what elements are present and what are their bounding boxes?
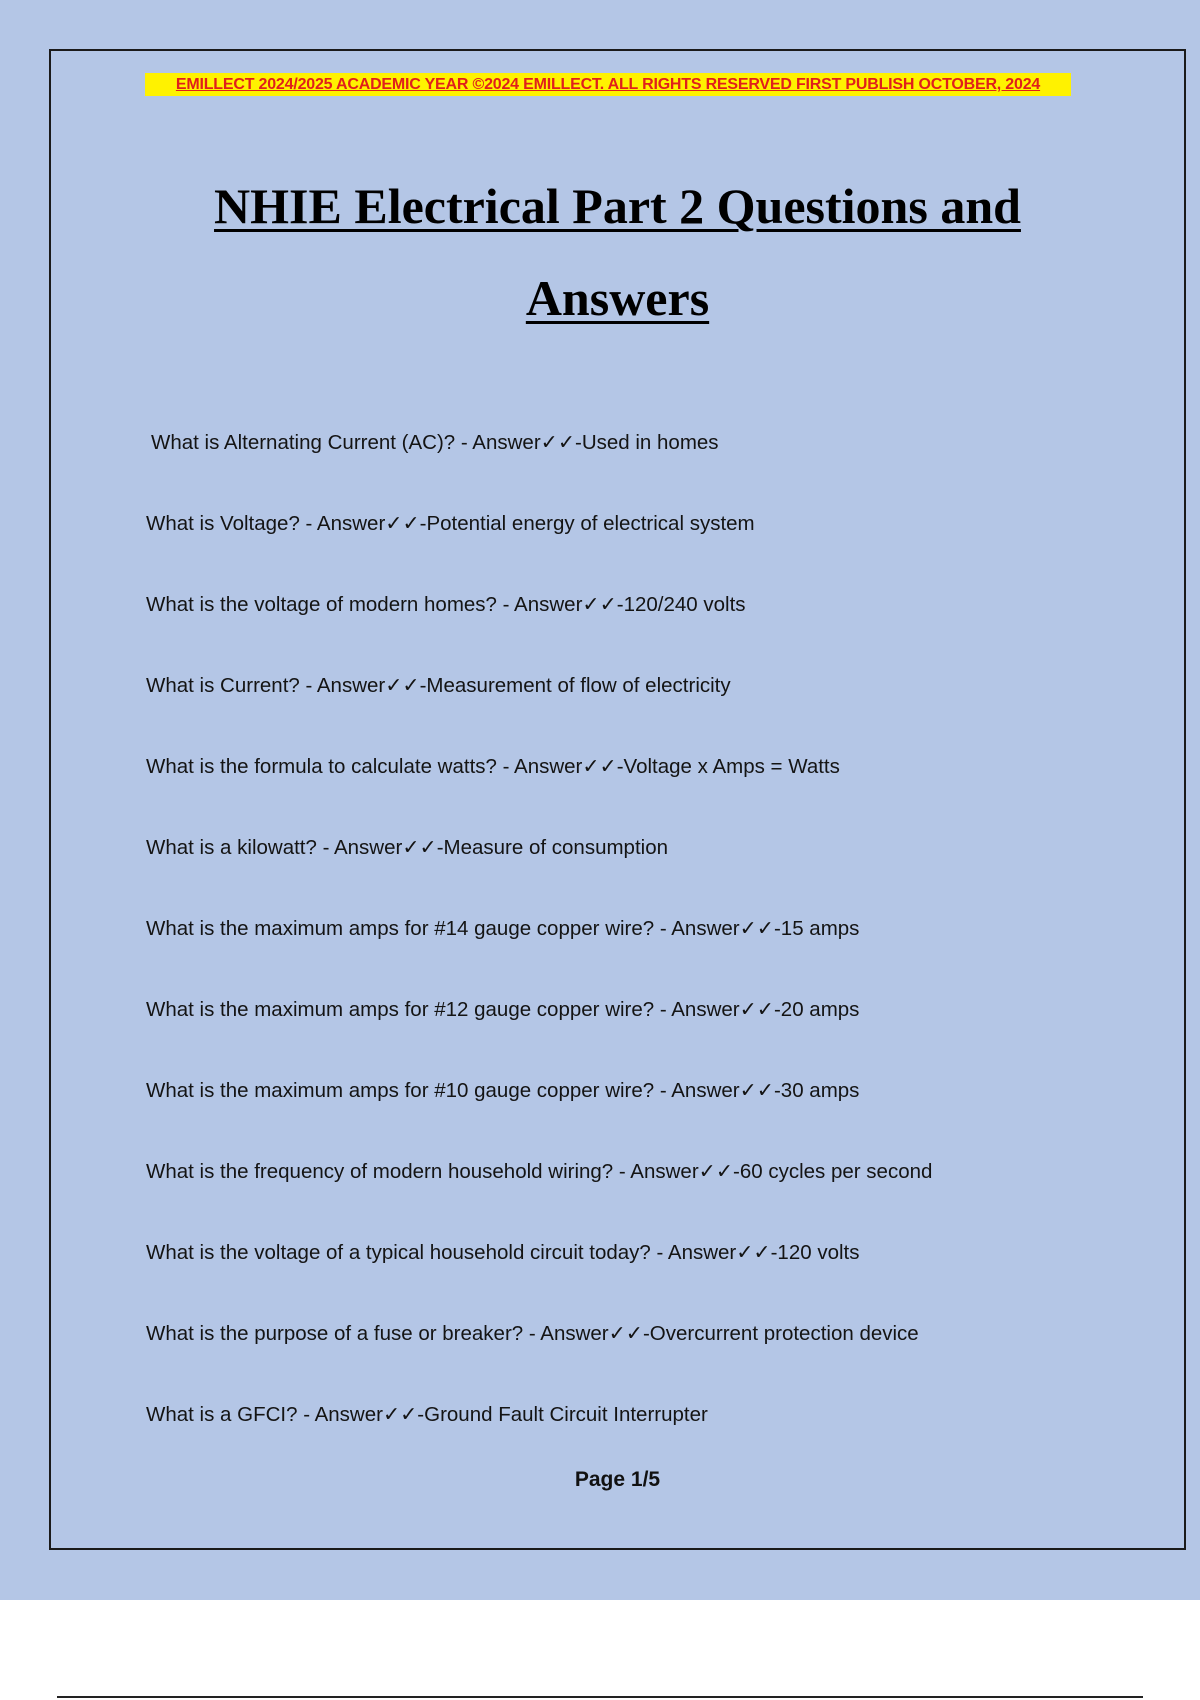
qa-item: What is a kilowatt? - Answer✓✓-Measure of consumption xyxy=(146,836,668,859)
qa-item: What is the frequency of modern household wiring? - Answer✓✓-60 cycles per second xyxy=(146,1160,933,1183)
qa-item: What is Current? - Answer✓✓-Measurement of flow of electricity xyxy=(146,674,731,697)
page-number: Page 1/5 xyxy=(574,1468,661,1491)
qa-item: What is the purpose of a fuse or breaker? - Answer✓✓-Overcurrent protection device xyxy=(146,1322,919,1345)
qa-item: What is the maximum amps for #12 gauge copper wire? - Answer✓✓-20 amps xyxy=(146,998,860,1021)
qa-item: What is the formula to calculate watts? - Answer✓✓-Voltage x Amps = Watts xyxy=(146,755,840,778)
document-title: NHIE Electrical Part 2 Questions and Answers xyxy=(214,178,1021,326)
qa-item: What is the voltage of a typical household circuit today? - Answer✓✓-120 volts xyxy=(146,1241,860,1264)
qa-item: What is a GFCI? - Answer✓✓-Ground Fault Circuit Interrupter xyxy=(146,1403,708,1426)
qa-item: What is Voltage? - Answer✓✓-Potential energy of electrical system xyxy=(146,512,755,535)
qa-list xyxy=(146,423,932,1476)
qa-item: What is Alternating Current (AC)? - Answer✓✓-Used in homes xyxy=(151,431,719,454)
qa-item: What is the voltage of modern homes? - Answer✓✓-120/240 volts xyxy=(146,593,746,616)
qa-item: What is the maximum amps for #10 gauge copper wire? - Answer✓✓-30 amps xyxy=(146,1079,860,1102)
bottom-divider xyxy=(57,1696,1143,1698)
copyright-banner: EMILLECT 2024/2025 ACADEMIC YEAR ©2024 EMILLECT. ALL RIGHTS RESERVED FIRST PUBLISH OCTOBER, 2024 xyxy=(145,73,1071,96)
qa-item: What is the maximum amps for #14 gauge copper wire? - Answer✓✓-15 amps xyxy=(146,917,860,940)
